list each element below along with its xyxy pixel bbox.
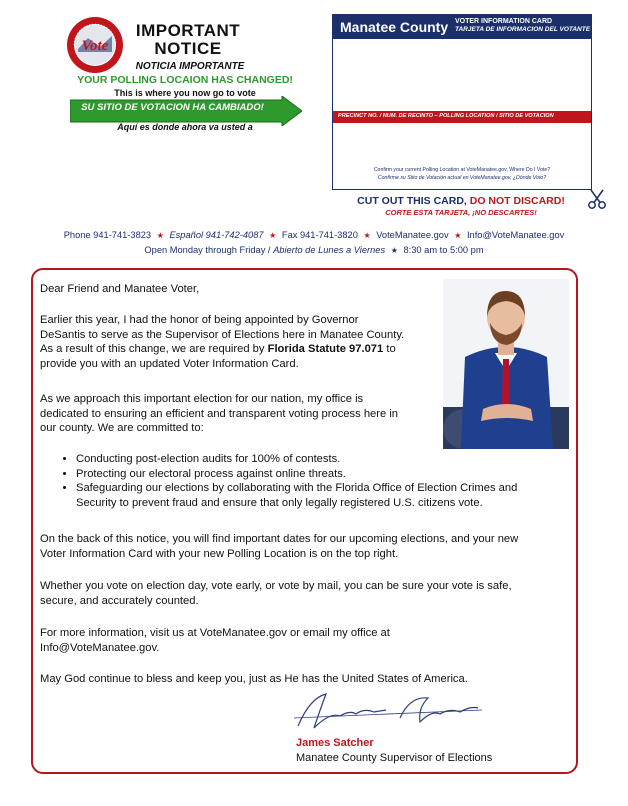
office-hours: Open Monday through Friday / Abierto de Lunes a Viernes ★ 8:30 am to 5:00 pm	[144, 245, 484, 255]
card-confirm-en: Confirm your current Polling Location at VoteManatee.gov, Where Do I Vote?	[373, 167, 551, 173]
star-icon: ★	[156, 231, 164, 240]
letter-paragraph-5: For more information, visit us at VoteManatee.gov or email my office at Info@VoteManatee.gov.	[40, 627, 390, 654]
letter-paragraph-6: May God continue to bless and keep you, just as He has the United States of America.	[40, 673, 468, 685]
phone-number: Phone 941-741-3823	[63, 230, 152, 240]
letter-paragraph-2: As we approach this important election for our nation, my office is dedicated to ensuring an efficient and transparent voting process here in our county. We are committed to:	[40, 393, 399, 434]
cut-out-instruction: CUT OUT THIS CARD, DO NOT DISCARD!	[357, 195, 565, 207]
star-icon: ★	[390, 246, 398, 255]
handwritten-signature	[290, 688, 485, 736]
star-icon: ★	[269, 231, 277, 240]
letter-greeting: Dear Friend and Manatee Voter,	[40, 283, 200, 295]
contact-line	[0, 230, 628, 240]
card-title-en: VOTER INFORMATION CARD	[455, 18, 553, 25]
card-title-es: TARJETA DE INFORMACION DEL VOTANTE	[455, 26, 591, 33]
card-county: Manatee County	[340, 19, 449, 35]
important-notice-title: IMPORTANT NOTICE	[135, 21, 241, 58]
email-link[interactable]: Info@VoteManatee.gov	[466, 230, 565, 240]
star-icon: ★	[363, 231, 371, 240]
scissors-icon	[586, 188, 608, 210]
location-changed-heading: YOUR POLLING LOCAION HAS CHANGED!	[77, 74, 293, 86]
signer-name: James Satcher	[296, 737, 374, 749]
website-link[interactable]: VoteManatee.gov	[376, 230, 449, 240]
card-precinct-label: PRECINCT NO. / NUM. DE RECINTO – POLLING LOCATION / SITIO DE VOTACION	[338, 113, 554, 119]
signer-title: Manatee County Supervisor of Elections	[296, 752, 493, 764]
supervisor-portrait	[443, 279, 569, 449]
list-item: • Protecting our electoral process against online threats.	[76, 467, 576, 482]
list-item: • Safeguarding our elections by collaborating with the Florida Office of Election Crimes and Security to prevent fraud and ensure that only legally registered U.S. citizens vote.	[76, 481, 576, 510]
letter-paragraph-1: Earlier this year, I had the honor of being appointed by Governor DeSantis to serve as the Supervisor of Elections here in Manatee County. As a result of this change, we are required by Florida Statute 97.071 to provide you with an updated Voter Information Card.	[40, 314, 405, 370]
star-icon: ★	[454, 231, 462, 240]
card-confirm-es: Confirme su Sitio de Votación actual en VoteManatee.gov, ¿Dónde Voto?	[377, 175, 547, 181]
svg-text:Vote: Vote	[81, 38, 109, 54]
voter-information-card	[332, 14, 592, 190]
cambiado-banner: SU SITIO DE VOTACION HA CAMBIADO!	[81, 102, 264, 113]
espanol-number: Español 941-742-4087	[169, 230, 264, 240]
corte-instruction: CORTE ESTA TARJETA, ¡NO DESCARTES!	[385, 208, 537, 217]
aqui-text: Aquí es donde ahora va usted a	[117, 122, 253, 132]
letter-paragraph-3: On the back of this notice, you will find important dates for our upcoming elections, and your new Voter Information Card with your new Polling Location is on the top right.	[40, 533, 519, 560]
noticia-importante: NOTICIA IMPORTANTE	[135, 61, 245, 72]
fax-number: Fax 941-741-3820	[281, 230, 358, 240]
where-you-vote-text: This is where you now go to vote	[114, 88, 256, 98]
commitments-list	[56, 452, 576, 510]
list-item: • Conducting post-election audits for 100% of contests.	[76, 452, 576, 467]
letter-paragraph-4: Whether you vote on election day, vote early, or vote by mail, you can be sure your vote is safe, secure, and accurately counted.	[40, 580, 512, 607]
